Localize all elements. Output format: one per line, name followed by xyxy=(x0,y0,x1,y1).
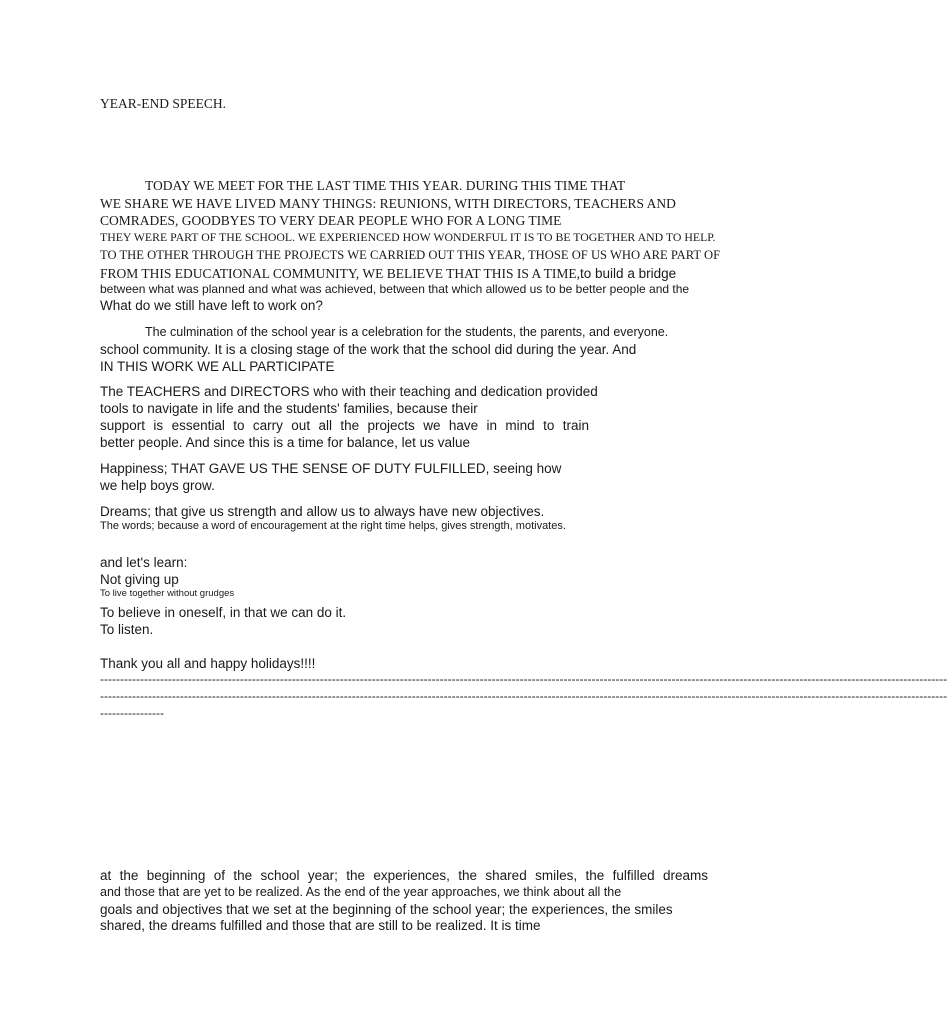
closing-line: Thank you all and happy holidays!!!! xyxy=(100,656,316,671)
dash-divider: -------------------------------------------------------------------------------------------------------------------------------------------------------------------------------------------------------------------- xyxy=(100,689,947,703)
paragraph3-line: tools to navigate in life and the students' families, because their xyxy=(100,401,478,416)
paragraph1-line: THEY WERE PART OF THE SCHOOL. WE EXPERIENCED HOW WONDERFUL IT IS TO BE TOGETHER AND TO HELP. xyxy=(100,230,716,244)
footer-paragraph-line: and those that are yet to be realized. As the end of the year approaches, we think about all the xyxy=(100,885,622,899)
paragraph1-line: TO THE OTHER THROUGH THE PROJECTS WE CARRIED OUT THIS YEAR, THOSE OF US WHO ARE PART OF xyxy=(100,248,721,262)
paragraph2-line: IN THIS WORK WE ALL PARTICIPATE xyxy=(100,359,335,374)
learn-list-item: Not giving up xyxy=(100,572,179,587)
paragraph5-line: The words; because a word of encouragement at the right time helps, gives strength, motivates. xyxy=(100,520,566,532)
learn-intro: and let's learn: xyxy=(100,555,188,570)
paragraph1-line: WE SHARE WE HAVE LIVED MANY THINGS: REUNIONS, WITH DIRECTORS, TEACHERS AND xyxy=(100,196,676,211)
footer-paragraph-line: shared, the dreams fulfilled and those that are still to be realized. It is time xyxy=(100,918,541,933)
paragraph1-line: between what was planned and what was achieved, between that which allowed us to be better people and the xyxy=(100,282,690,296)
paragraph3-line: The TEACHERS and DIRECTORS who with their teaching and dedication provided xyxy=(100,384,598,399)
dash-divider: ---------------- xyxy=(100,706,164,720)
paragraph1-line: COMRADES, GOODBYES TO VERY DEAR PEOPLE WHO FOR A LONG TIME xyxy=(100,213,562,228)
paragraph3-line: support is essential to carry out all the projects we have in mind to train xyxy=(100,418,589,433)
paragraph1-tail-part: to build a bridge xyxy=(580,266,677,281)
paragraph3-line: better people. And since this is a time for balance, let us value xyxy=(100,435,470,450)
paragraph2-line: The culmination of the school year is a celebration for the students, the parents, and everyone. xyxy=(145,325,669,339)
paragraph1-line: What do we still have left to work on? xyxy=(100,298,323,313)
footer-paragraph-line: at the beginning of the school year; the experiences, the shared smiles, the fulfilled dreams xyxy=(100,868,708,883)
learn-list-item: To believe in oneself, in that we can do it. xyxy=(100,605,347,620)
paragraph1-line xyxy=(100,266,676,282)
paragraph5-line: Dreams; that give us strength and allow us to always have new objectives. xyxy=(100,504,545,519)
learn-list-item: To listen. xyxy=(100,622,154,637)
paragraph1-caps-part: FROM THIS EDUCATIONAL COMMUNITY, WE BELIEVE THAT THIS IS A TIME, xyxy=(100,266,581,281)
paragraph4-line: Happiness; THAT GAVE US THE SENSE OF DUTY FULFILLED, seeing how xyxy=(100,461,562,476)
dash-divider: -------------------------------------------------------------------------------------------------------------------------------------------------------------------------------------------------------------------- xyxy=(100,672,947,686)
paragraph2-line: school community. It is a closing stage of the work that the school did during the year. And xyxy=(100,342,637,357)
document-title: YEAR-END SPEECH. xyxy=(100,96,227,111)
paragraph1-line: TODAY WE MEET FOR THE LAST TIME THIS YEAR. DURING THIS TIME THAT xyxy=(145,178,626,193)
learn-list-item: To live together without grudges xyxy=(100,588,235,599)
paragraph4-line: we help boys grow. xyxy=(100,478,215,493)
footer-paragraph-line: goals and objectives that we set at the beginning of the school year; the experiences, the smiles xyxy=(100,902,673,917)
